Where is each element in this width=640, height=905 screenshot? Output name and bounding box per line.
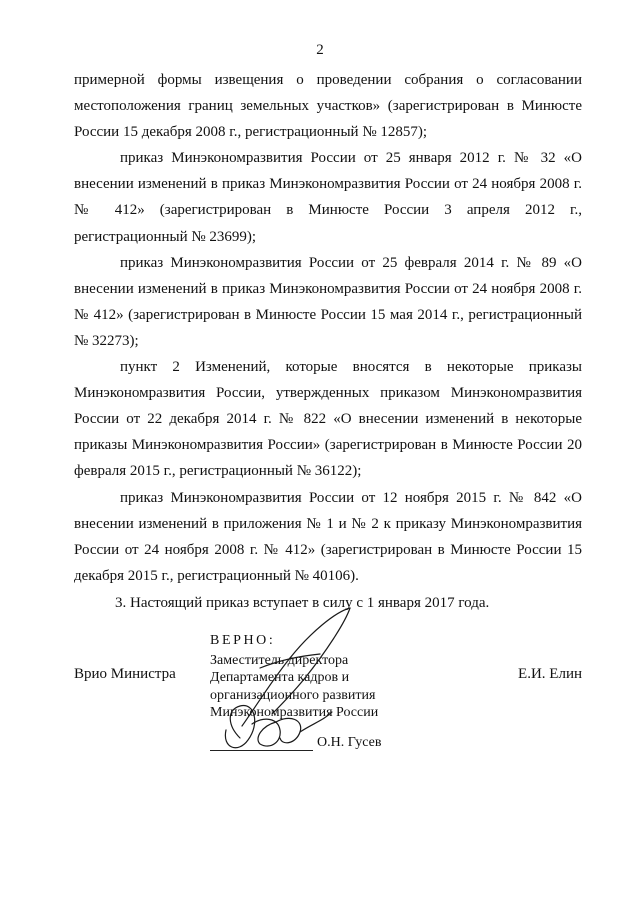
document-body [74,67,582,616]
certifier-name: О.Н. Гусев [317,735,382,750]
paragraph-clause-2: пункт 2 Изменений, которые вносятся в некоторые приказы Минэкономразвития России, утвержденных приказом Минэкономразвития России от 22 декабря 2014 г. № 822 «О внесении изменений в некоторые приказы Минэкономразвития России» (зарегистрирован в Минюсте России 20 февраля 2015 г., регистрационный № 36122); [74,359,582,480]
certification-line: Минэкономразвития России [210,705,379,721]
paragraph-effective-date: 3. Настоящий приказ вступает в силу с 1 января 2017 года. [115,594,490,611]
signatory-name: Е.И. Елин [518,666,582,682]
paragraph-continuation: примерной формы извещения о проведении собрания о согласовании местоположения границ земельных участков» (зарегистрирован в Минюсте России 15 декабря 2008 г., регистрационный № 12857); [74,72,582,141]
certification-line: организационного развития [210,687,376,703]
certification-line: Департамента кадров и [210,670,350,686]
paragraph-order-2012: приказ Минэкономразвития России от 25 января 2012 г. № 32 «О внесении изменений в приказ Минэкономразвития России от 24 ноября 2008 г. № 412» (зарегистрирован в Минюсте России 3 апреля 2012 г., регистрационный № 23699); [74,150,582,245]
signatory-position: Врио Министра [74,666,176,682]
certification-line: Заместитель директора [210,652,349,668]
paragraph-order-2015: приказ Минэкономразвития России от 12 ноября 2015 г. № 842 «О внесении изменений в приложения № 1 и № 2 к приказу Минэкономразвития России от 24 ноября 2008 г. № 412» (зарегистрирован в Минюсте России 15 декабря 2015 г., регистрационный № 40106). [74,489,582,584]
certification-title: ВЕРНО: [210,633,276,648]
paragraph-order-2014: приказ Минэкономразвития России от 25 февраля 2014 г. № 89 «О внесении изменений в приказ Минэкономразвития России от 24 ноября 2008 г. № 412» (зарегистрирован в Минюсте России 15 мая 2014 г., регистрационный № 32273); [74,254,582,349]
page-number: 2 [316,42,324,58]
handwritten-signature [200,598,380,768]
